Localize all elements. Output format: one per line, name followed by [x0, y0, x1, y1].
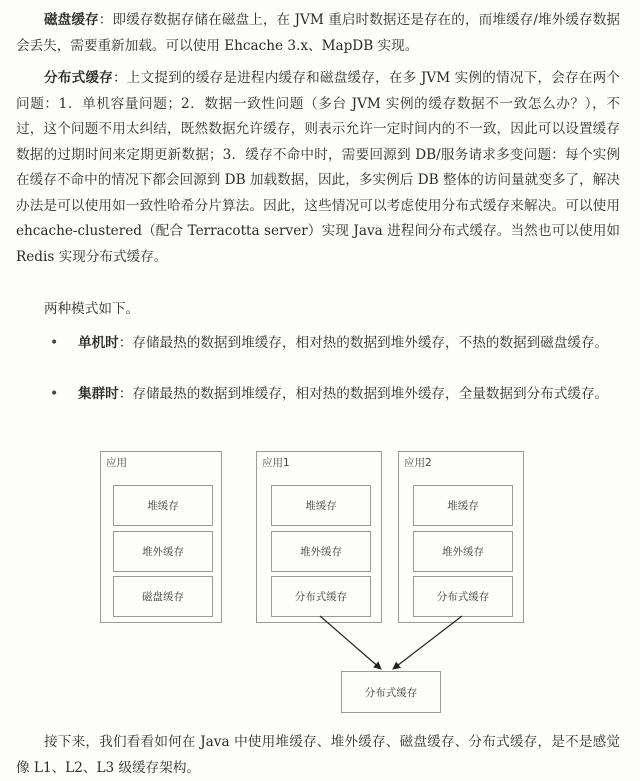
app-single-heap-cache: 堆缓存	[113, 485, 213, 526]
app-single-label: 应用	[106, 457, 127, 469]
app-1-offheap-cache: 堆外缓存	[271, 531, 371, 572]
modes-intro: 两种模式如下。	[44, 301, 140, 317]
app-2-heap-cache: 堆缓存	[413, 485, 513, 526]
app-1-label: 应用1	[262, 457, 290, 469]
cluster-term: 集群时	[78, 386, 119, 402]
single-term: 单机时	[78, 335, 119, 351]
distributed-cache-term: 分布式缓存	[44, 70, 113, 86]
app-1-distributed-cache: 分布式缓存	[271, 576, 371, 617]
distributed-cache-text: ：上文提到的缓存是进程内缓存和磁盘缓存，在多 JVM 实例的情况下，会存在两个问题：1．单机容量问题；2．数据一致性问题（多台 JVM 实例的缓存数据不一致怎么办？），不过，这个问题不用太纠结，既然数据允许缓存，则表示允许一定时间内的不一致，因此可以设置缓存数据的过期时间来定期更新数据；3．缓存不命中时，需要回源到 DB/服务请求多变问题：每个实例在缓存不命中的情况下都会回源到 DB 加载数据，因此，多实例后 DB 整体的访问量就变多了，解决办法是可以使用如一致性哈希分片算法。因此，这些情况可以考虑使用分布式缓存来解决。可以使用 ehcache-clustered（配合 Terracotta server）实现 Java 进程间分布式缓存。当然也可以使用如 Redis 实现分布式缓存。	[16, 70, 621, 265]
bullet-dot-icon: •	[50, 335, 59, 351]
app-single-disk-cache: 磁盘缓存	[113, 576, 213, 617]
disk-cache-term: 磁盘缓存	[44, 12, 99, 28]
cluster-text: ：存储最热的数据到堆缓存，相对热的数据到堆外缓存，全量数据到分布式缓存。	[118, 386, 609, 402]
bullet-dot-icon: •	[50, 386, 59, 402]
single-text: ：存储最热的数据到堆缓存，相对热的数据到堆外缓存，不热的数据到磁盘缓存。	[118, 335, 609, 351]
app-1-heap-cache: 堆缓存	[271, 485, 371, 526]
shared-distributed-cache: 分布式缓存	[341, 671, 441, 713]
app-single-offheap-cache: 堆外缓存	[113, 531, 213, 572]
app-2-label: 应用2	[404, 457, 432, 469]
arrow-app2-to-distributed	[393, 616, 462, 669]
disk-cache-text: ：即缓存数据存储在磁盘上，在 JVM 重启时数据还是存在的，而堆缓存/堆外缓存数据会丢失，需要重新加载。可以使用 Ehcache 3.x、MapDB 实现。	[16, 12, 621, 54]
app-2-offheap-cache: 堆外缓存	[413, 531, 513, 572]
arrow-app1-to-distributed	[320, 616, 381, 669]
app-2-distributed-cache: 分布式缓存	[413, 576, 513, 617]
next-paragraph: 接下来，我们看看如何在 Java 中使用堆缓存、堆外缓存、磁盘缓存、分布式缓存，是不是感觉像 L1、L2、L3 级缓存架构。	[16, 734, 620, 776]
